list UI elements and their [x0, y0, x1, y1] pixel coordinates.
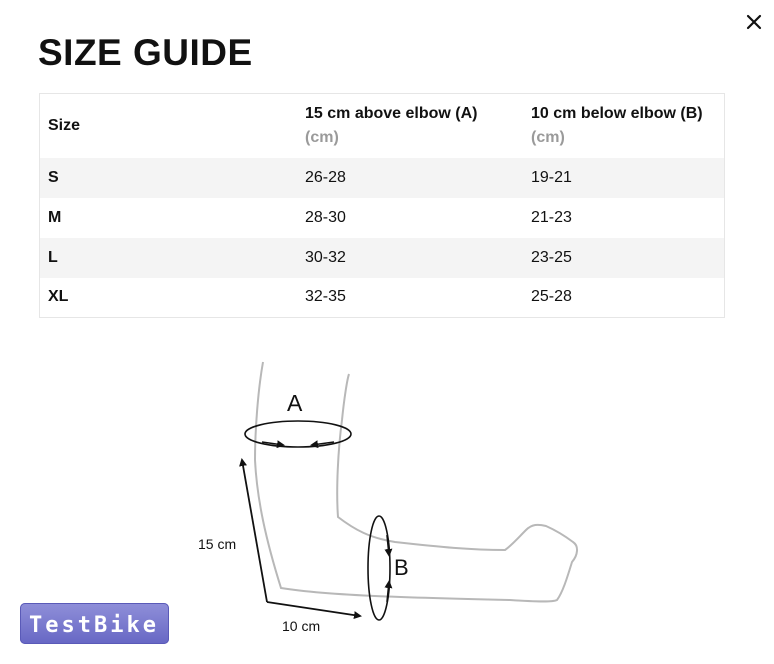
size-cell: M: [48, 208, 62, 226]
close-button[interactable]: [742, 10, 766, 34]
header-size-label: Size: [48, 116, 81, 134]
header-above-unit: (cm): [305, 128, 339, 146]
below-cell: 23-25: [531, 248, 572, 266]
size-cell: L: [48, 248, 58, 266]
header-below-label: 10 cm below elbow (B): [531, 104, 703, 122]
size-cell: XL: [48, 288, 69, 306]
arm-outline-upper: [255, 362, 577, 602]
header-size: [40, 94, 298, 158]
below-cell: 25-28: [531, 288, 572, 306]
above-cell: 30-32: [305, 248, 346, 266]
measure-line-15cm: [242, 460, 267, 602]
table-row: [40, 158, 725, 198]
table-row: [40, 278, 725, 318]
page-title: SIZE GUIDE: [38, 32, 253, 73]
table-row: [40, 198, 725, 238]
above-cell: 32-35: [305, 288, 346, 306]
header-above-elbow: [297, 94, 523, 158]
label-a: A: [287, 390, 303, 416]
header-below-elbow: [523, 94, 725, 158]
header-above-label: 15 cm above elbow (A): [305, 104, 478, 122]
measure-line-10cm: [267, 602, 360, 616]
above-cell: 26-28: [305, 168, 346, 186]
size-table: [39, 93, 725, 318]
label-b: B: [394, 555, 409, 580]
measure-ring-b: [368, 516, 390, 620]
label-15cm: 15 cm: [198, 536, 237, 552]
label-10cm: 10 cm: [282, 618, 321, 634]
watermark-text: [20, 603, 169, 644]
above-cell: 28-30: [305, 208, 346, 226]
below-cell: 19-21: [531, 168, 572, 186]
close-icon: [746, 14, 762, 30]
header-below-unit: (cm): [531, 128, 565, 146]
svg-text:TestBike: TestBike: [29, 613, 159, 638]
table-header-row: [40, 94, 725, 158]
size-cell: S: [48, 168, 59, 186]
watermark-logo: [20, 603, 169, 644]
table-row: [40, 238, 725, 278]
measure-ring-a: [245, 421, 351, 447]
below-cell: 21-23: [531, 208, 572, 226]
